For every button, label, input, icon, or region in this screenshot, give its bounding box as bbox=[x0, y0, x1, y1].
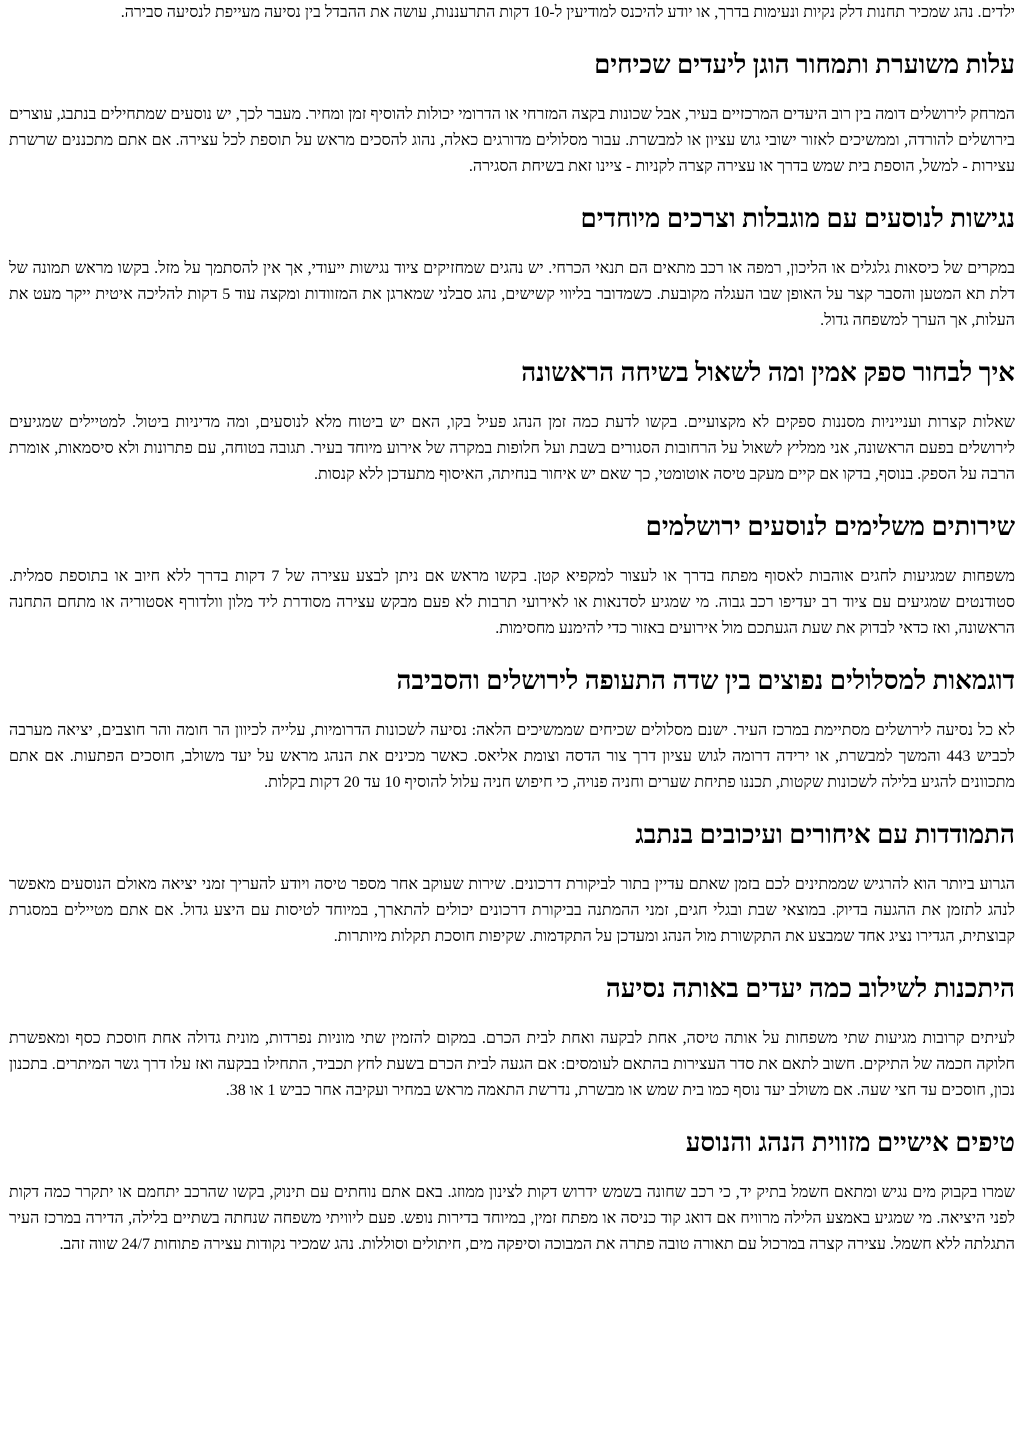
section-heading: איך לבחור ספק אמין ומה לשאול בשיחה הראשונה bbox=[521, 358, 1015, 387]
section-heading: דוגמאות למסלולים נפוצים בין שדה התעופה לירושלים והסביבה bbox=[396, 666, 1015, 695]
section-body: במקרים של כיסאות גלגלים או הליכון, רמפה או רכב מתאים הם תנאי הכרחי. יש נהגים שמחזיקים ציוד נגישות ייעודי, אך אין להסתמך על מזל. בקשו מראש תמונה של דלת תא המטען והסבר קצר על האופן שבו העגלה מקובעת. כשמדובר בליווי קשישים, נהג סבלני שמארגן את המזוודות ומקצה עוד 5 דקות להליכה איטית ייקר מעט את העלות, אך הערך למשפחה גדול. bbox=[9, 260, 1015, 329]
intro-paragraph-fragment: ילדים. נהג שמכיר תחנות דלק נקיות ונעימות בדרך, או יודע להיכנס למודיעין ל-10 דקות התרעננות, עושה את ההבדל בין נסיעה מעייפת לנסיעה סבירה. bbox=[120, 4, 1015, 21]
section-body: שאלות קצרות וענייניות מסננות ספקים לא מקצועיים. בקשו לדעת כמה זמן הנהג פעיל בקו, האם יש ביטוח מלא לנוסעים, ומה מדיניות ביטול. למטיילים שמגיעים לירושלים בפעם הראשונה, אני ממליץ לשאול על הרחובות הסגורים בשבת ועל חלופות במקרה של אירוע מיוחד בעיר. תגובה בטוחה, עם פתרונות ולא סיסמאות, אומרת הרבה על הספק. בנוסף, בדקו אם קיים מעקב טיסה אוטומטי, כך שאם יש איחור בנחיתה, האיסוף מתעדכן ללא קנסות. bbox=[9, 414, 1015, 483]
section-heading: נגישות לנוסעים עם מוגבלות וצרכים מיוחדים bbox=[580, 204, 1015, 233]
section-common-routes bbox=[9, 666, 1015, 796]
section-combining-destinations bbox=[9, 974, 1015, 1104]
section-choosing-provider bbox=[9, 358, 1015, 488]
section-heading: טיפים אישיים מזווית הנהג והנוסע bbox=[685, 1128, 1015, 1157]
section-body: לעיתים קרובות מגיעות שתי משפחות על אותה טיסה, אחת לבקעה ואחת לבית הכרם. במקום להזמין שתי מוניות נפרדות, מונית גדולה אחת חוסכת כסף ומאפשרת חלוקה חכמה של התיקים. חשוב לתאם את סדר העצירות בהתאם לעומסים: אם הגעה לבית הכרם בשעת לחץ תכביד, התחילו בבקעה ואז עלו דרך גשר המיתרים. בתכנון נכון, חוסכים עד חצי שעה. אם משולב יעד נוסף כמו בית שמש או מבשרת, נדרשת התאמה מראש במחיר ועקיבה אחר כביש 1 או 38. bbox=[9, 1030, 1015, 1099]
section-body: לא כל נסיעה לירושלים מסתיימת במרכז העיר. ישנם מסלולים שכיחים שממשיכים הלאה: נסיעה לשכונות הדרומיות, עלייה לכיוון הר חומה והר חוצבים, יציאה מערבה לכביש 443 והמשך למבשרת, או ירידה דרומה לגוש עציון דרך צור הדסה וצומת אליאס. כאשר מכינים את הנהג מראש על יעד משולב, חוסכים הפתעות. אם אתם מתכוונים להגיע בלילה לשכונות שקטות, תכננו פתיחת שערים וחניה פנויה, כי חיפוש חניה עלול להוסיף 10 עד 20 דקות בקלות. bbox=[9, 722, 1015, 791]
section-delays bbox=[9, 820, 1015, 950]
section-personal-tips bbox=[9, 1128, 1015, 1258]
section-heading: היתכנות לשילוב כמה יעדים באותה נסיעה bbox=[605, 974, 1015, 1003]
section-pricing bbox=[9, 50, 1015, 180]
section-heading: עלות משוערת ותמחור הוגן ליעדים שכיחים bbox=[594, 50, 1015, 79]
section-body: הגרוע ביותר הוא להרגיש שממתינים לכם בזמן שאתם עדיין בתור לביקורת דרכונים. שירות שעוקב אחר מספר טיסה ויודע להעריך זמני יציאה מאולם הנוסעים מאפשר לנהג לתזמן את ההגעה בדיוק. במוצאי שבת ובגלי חגים, זמני ההמתנה בביקורת דרכונים יכולים להתארך, במיוחד לטיסות עם היצע גדול. אם אתם מטיילים במסגרת קבוצתית, הגדירו נציג אחד שמבצע את התקשורת מול הנהג ומעדכן על התקדמות. שקיפות חוסכת תקלות מיותרות. bbox=[9, 876, 1015, 945]
section-accessibility bbox=[9, 204, 1015, 334]
section-body: משפחות שמגיעות לחגים אוהבות לאסוף מפתח בדרך או לעצור למקפיא קטן. בקשו מראש אם ניתן לבצע עצירה של 7 דקות בדרך ללא חיוב או בתוספת סמלית. סטודנטים שמגיעים עם ציוד רב יעדיפו רכב גבוה. מי שמגיע לסדנאות או לאירועי תרבות לא פעם מבקש עצירה מסודרת ליד מלון וולדורף אסטוריה או מתחם התחנה הראשונה, ואז כדאי לבדוק את שעת הגעתכם מול אירועים באזור כדי להימנע מחסימות. bbox=[9, 568, 1016, 637]
section-heading: התמודדות עם איחורים ועיכובים בנתבג bbox=[635, 820, 1015, 849]
section-complementary-services bbox=[9, 512, 1015, 642]
section-body: שמרו בקבוק מים נגיש ומתאם חשמל בתיק יד, כי רכב שחונה בשמש ידרוש דקות לצינון ממוזג. באם אתם נוחתים עם תינוק, בקשו שהרכב יתחמם או יתקרר כמה דקות לפני היציאה. מי שמגיע באמצע הלילה מרוויח אם דואג קוד כניסה או מפתח זמין, במיוחד בדירות נופש. פעם ליוויתי משפחה שנחתה בשתיים בלילה, הדירה במרכז העיר התגלתה ללא חשמל. עצירה קצרה במרכול עם תאורה טובה פתרה את המבוכה וסיפקה מים, חיתולים וסוללות. נהג שמכיר נקודות עצירה פתוחות 24/7 שווה זהב. bbox=[9, 1184, 1015, 1253]
section-heading: שירותים משלימים לנוסעים ירושלמים bbox=[645, 512, 1015, 541]
section-body: המרחק לירושלים דומה בין רוב היעדים המרכזיים בעיר, אבל שכונות בקצה המזרחי או הדרומי יכולות להוסיף זמן ומחיר. מעבר לכך, יש נוסעים שמתחילים בנתבג, עוצרים בירושלים להורדה, וממשיכים לאזור ישובי גוש עציון או למבשרת. עבור מסלולים מדורגים כאלה, נהוג להסכים מראש על תוספת לכל עצירה. אם אתם מתכננים שרשרת עצירות - למשל, הוספת בית שמש בדרך או עצירה קצרה לקניות - ציינו זאת בשיחת הסגירה. bbox=[9, 106, 1015, 175]
